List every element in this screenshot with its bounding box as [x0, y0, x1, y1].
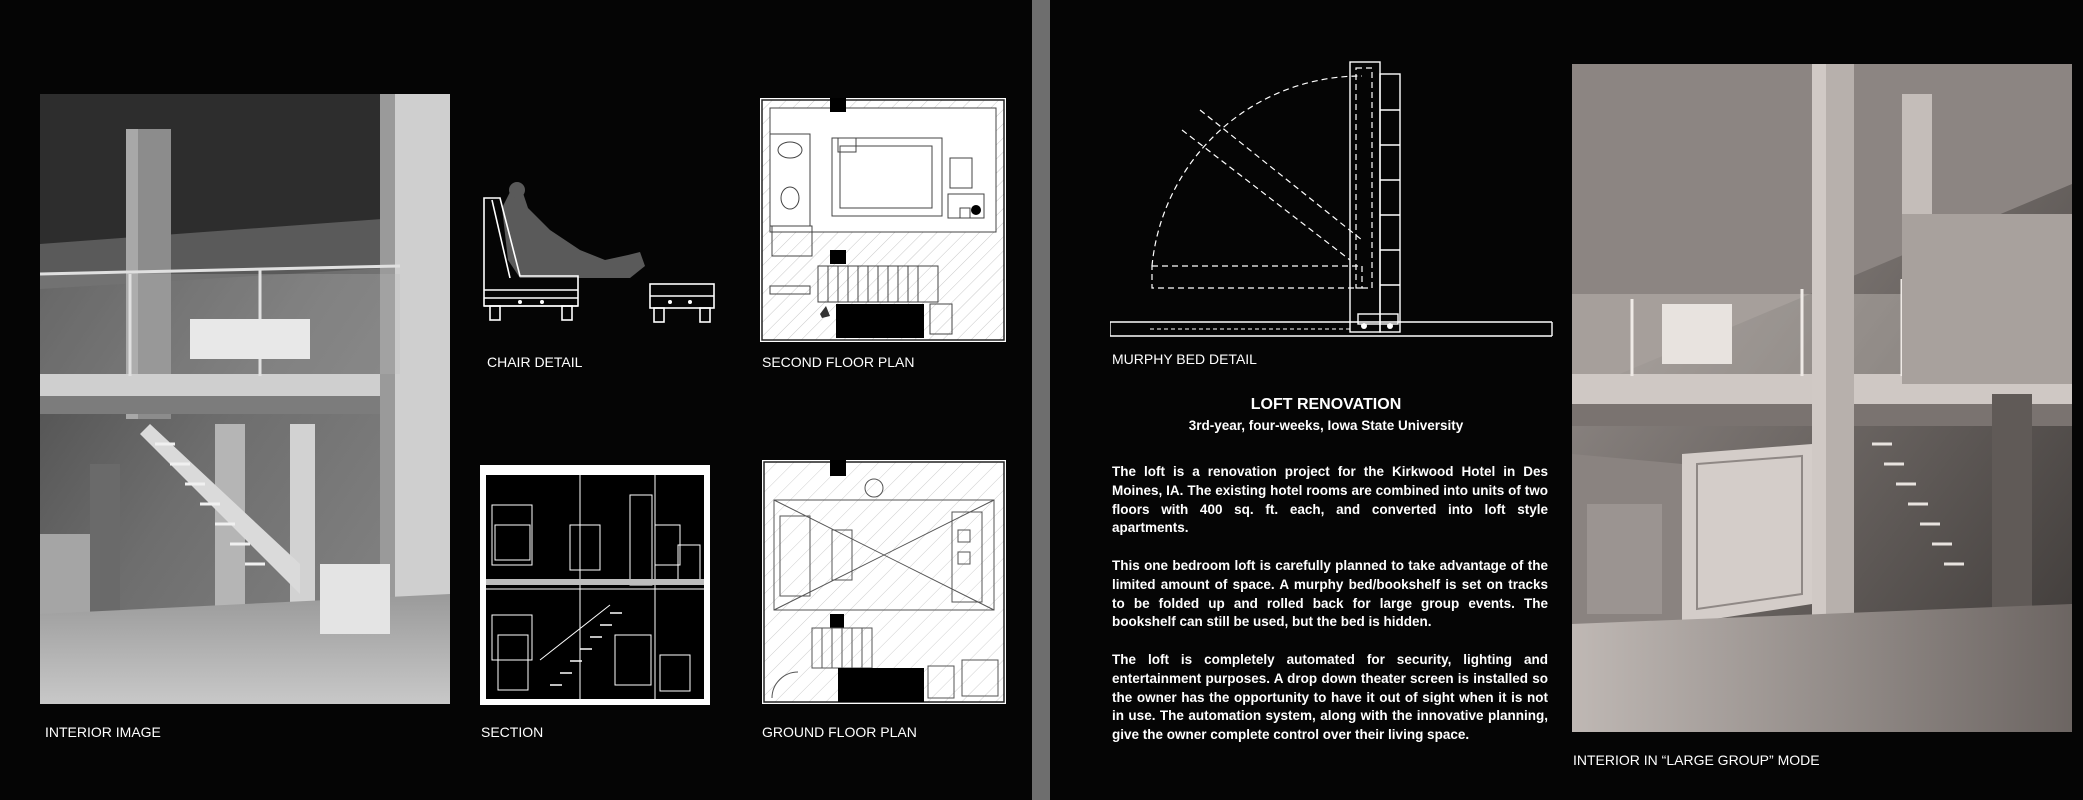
chair-detail-drawing: [480, 180, 716, 346]
project-title: LOFT RENOVATION: [1250, 396, 1402, 413]
caption-murphy-bed-detail: MURPHY BED DETAIL: [1112, 351, 1257, 367]
description-paragraph: The loft is a renovation project for the Kirkwood Hotel in Des Moines, IA. The existing hotel rooms are combined into units of two floors with 400 sq. ft. each, and converted into loft style apartments.: [1112, 464, 1548, 536]
caption-second-floor-plan: SECOND FLOOR PLAN: [762, 354, 915, 370]
interior-image-photo: [40, 94, 450, 704]
ground-floor-plan-drawing: [762, 460, 1006, 704]
caption-chair-detail: CHAIR DETAIL: [487, 354, 583, 370]
caption-interior-large-group: INTERIOR IN “LARGE GROUP” MODE: [1573, 752, 1820, 768]
project-subtitle: 3rd-year, four-weeks, Iowa State University: [1188, 418, 1464, 433]
murphy-bed-detail-drawing: [1110, 60, 1555, 340]
caption-ground-floor-plan: GROUND FLOOR PLAN: [762, 724, 917, 740]
section-drawing: [480, 465, 710, 705]
interior-large-group-photo: [1572, 64, 2072, 732]
description-paragraph: The loft is completely automated for security, lighting and entertainment purposes. A drop down theater screen is installed so the owner has the opportunity to have it out of sight when it is not in use. The automation system, along with the innovative planning, give the owner complete control over their living space.: [1112, 651, 1548, 743]
second-floor-plan-drawing: [760, 98, 1006, 342]
description-paragraph: This one bedroom loft is carefully planned to take advantage of the limited amount of space. A murphy bed/bookshelf is set on tracks to be folded up and rolled back for large group events. The bookshelf can still be used, but the bed is hidden.: [1112, 557, 1548, 630]
page-gutter: [1032, 0, 1050, 800]
project-description: [1112, 463, 1548, 764]
caption-interior-image: INTERIOR IMAGE: [45, 724, 161, 740]
caption-section: SECTION: [481, 724, 544, 740]
